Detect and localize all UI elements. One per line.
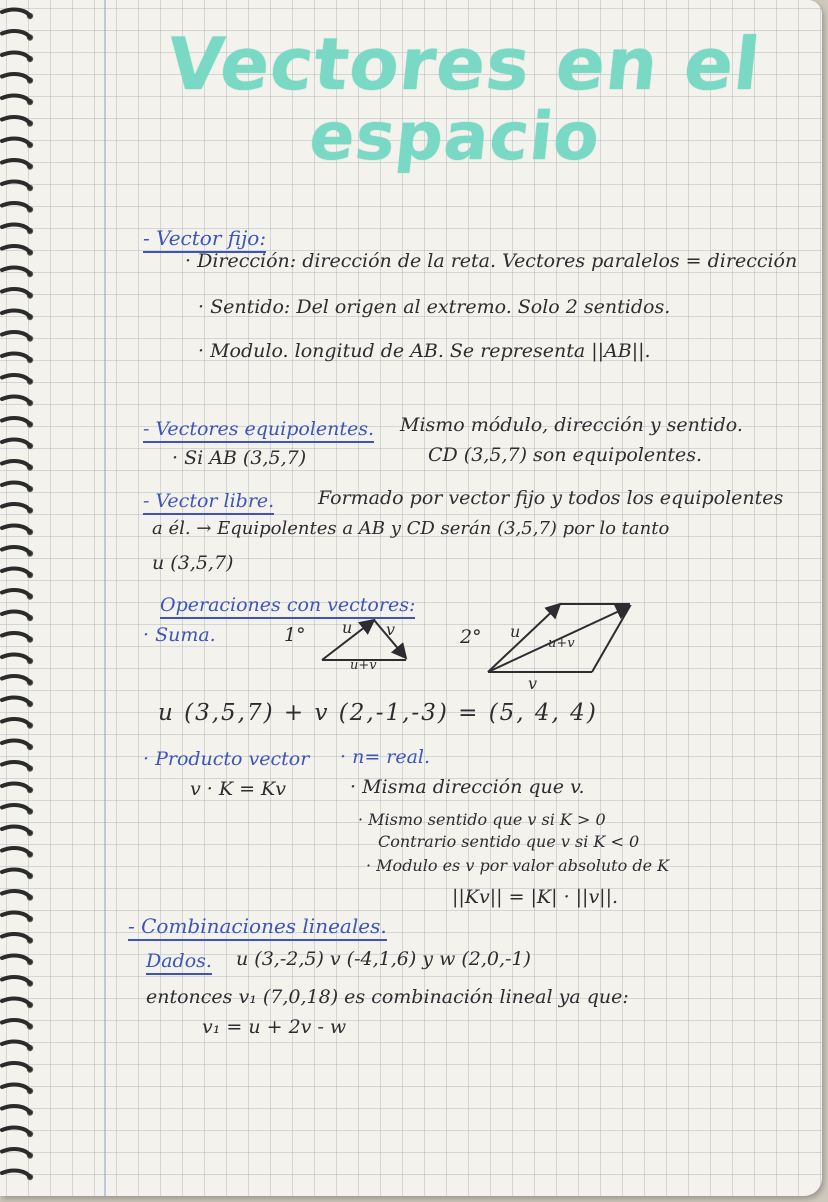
parallelogram-v-label: v <box>528 674 538 693</box>
combinaciones-equation: v₁ = u + 2v - w <box>202 1016 347 1038</box>
binding-ring <box>2 912 30 919</box>
binding-ring <box>2 934 30 941</box>
producto-real: · n= real. <box>340 746 431 768</box>
binding-ring <box>2 310 30 317</box>
vector-libre-line-1: Formado por vector fijo y todos los equipolentes <box>318 487 784 509</box>
triangle-v-label: v <box>386 620 396 639</box>
heading-producto: · Producto vector <box>143 748 310 770</box>
binding-ring <box>2 418 30 425</box>
sum-equation: u (3,5,7) + v (2,-1,-3) = (5, 4, 4) <box>158 700 598 726</box>
binding-ring <box>2 654 30 661</box>
heading-combinaciones: - Combinaciones lineales. <box>128 914 387 938</box>
title-line-1: Vectores en el <box>163 22 765 106</box>
combinaciones-dados: Dados. <box>146 950 212 972</box>
binding-ring <box>2 353 30 360</box>
binding-ring <box>2 9 30 16</box>
binding-ring <box>2 1020 30 1027</box>
binding-ring <box>2 332 30 339</box>
binding-ring <box>2 246 30 253</box>
vector-libre-line-2: a él. → Equipolentes a AB y CD serán (3,5,7) por lo tanto <box>152 518 670 539</box>
binding-ring <box>2 1063 30 1070</box>
binding-ring <box>2 267 30 274</box>
binding-ring <box>2 740 30 747</box>
binding-ring <box>2 568 30 575</box>
binding-ring <box>2 224 30 231</box>
binding-ring <box>2 1127 30 1134</box>
binding-ring <box>2 52 30 59</box>
suma-label: · Suma. <box>143 624 216 646</box>
binding-ring <box>2 1041 30 1048</box>
binding-ring <box>2 461 30 468</box>
second-label: 2° <box>460 626 482 648</box>
binding-ring <box>2 525 30 532</box>
combinaciones-entonces: entonces v₁ (7,0,18) es combinación lineal ya que: <box>146 986 629 1008</box>
binding-ring <box>2 482 30 489</box>
binding-ring <box>2 719 30 726</box>
binding-ring <box>2 439 30 446</box>
binding-ring <box>2 1084 30 1091</box>
binding-ring <box>2 1170 30 1177</box>
modulo-line: · Modulo. longitud de AB. Se representa ||AB||. <box>198 340 651 362</box>
binding-ring <box>2 783 30 790</box>
triangle-u-label: u <box>342 618 353 637</box>
direccion-line: · Dirección: dirección de la reta. Vectores paralelos = dirección <box>185 250 798 272</box>
triangle-sum-label: u+v <box>350 658 377 673</box>
equipolentes-desc: Mismo módulo, dirección y sentido. <box>400 414 743 436</box>
heading-vector-fijo: - Vector fijo: <box>143 226 266 250</box>
binding-ring <box>2 138 30 145</box>
binding-ring <box>2 977 30 984</box>
producto-point-5: ||Kv|| = |K| · ||v||. <box>452 886 619 908</box>
binding-ring <box>2 998 30 1005</box>
binding-ring <box>2 31 30 38</box>
binding-ring <box>2 181 30 188</box>
title-line-2: espacio <box>305 98 604 175</box>
binding-ring <box>2 160 30 167</box>
binding-ring <box>2 203 30 210</box>
binding-ring <box>2 1149 30 1156</box>
binding-ring <box>2 396 30 403</box>
binding-ring <box>2 955 30 962</box>
parallelogram-u-label: u <box>510 622 521 641</box>
binding-ring <box>2 676 30 683</box>
binding-ring <box>2 375 30 382</box>
binding-ring <box>2 504 30 511</box>
margin-line <box>104 0 106 1196</box>
binding-ring <box>2 117 30 124</box>
binding-ring <box>2 289 30 296</box>
equipolentes-cd: CD (3,5,7) son equipolentes. <box>428 444 703 466</box>
binding-ring <box>2 826 30 833</box>
binding-ring <box>2 95 30 102</box>
producto-point-1: · Misma dirección que v. <box>350 776 585 798</box>
binding-ring <box>2 697 30 704</box>
binding-ring <box>2 805 30 812</box>
equipolentes-ab: · Si AB (3,5,7) <box>172 447 307 469</box>
spiral-binding <box>0 0 40 1196</box>
producto-formula: v · K = Kv <box>190 778 286 800</box>
combinaciones-vectors: u (3,-2,5) v (-4,1,6) y w (2,0,-1) <box>236 948 531 970</box>
binding-ring <box>2 848 30 855</box>
binding-ring <box>2 762 30 769</box>
producto-point-2: · Mismo sentido que v si K > 0 <box>358 810 606 829</box>
heading-operaciones: Operaciones con vectores: <box>160 594 415 616</box>
producto-point-3: Contrario sentido que v si K < 0 <box>378 832 640 851</box>
binding-ring <box>2 891 30 898</box>
producto-point-4: · Modulo es v por valor absoluto de K <box>366 856 670 875</box>
binding-ring <box>2 633 30 640</box>
sentido-line: · Sentido: Del origen al extremo. Solo 2 sentidos. <box>198 296 671 318</box>
binding-ring <box>2 611 30 618</box>
binding-ring <box>2 1106 30 1113</box>
binding-ring <box>2 547 30 554</box>
parallelogram-sum-label: u+v <box>548 636 575 651</box>
first-label: 1° <box>284 624 306 646</box>
heading-vector-libre: - Vector libre. <box>143 490 274 512</box>
binding-ring <box>2 869 30 876</box>
binding-ring <box>2 74 30 81</box>
binding-ring <box>2 590 30 597</box>
heading-equipolentes: - Vectores equipolentes. <box>143 418 374 440</box>
vector-libre-line-3: u (3,5,7) <box>152 552 234 574</box>
